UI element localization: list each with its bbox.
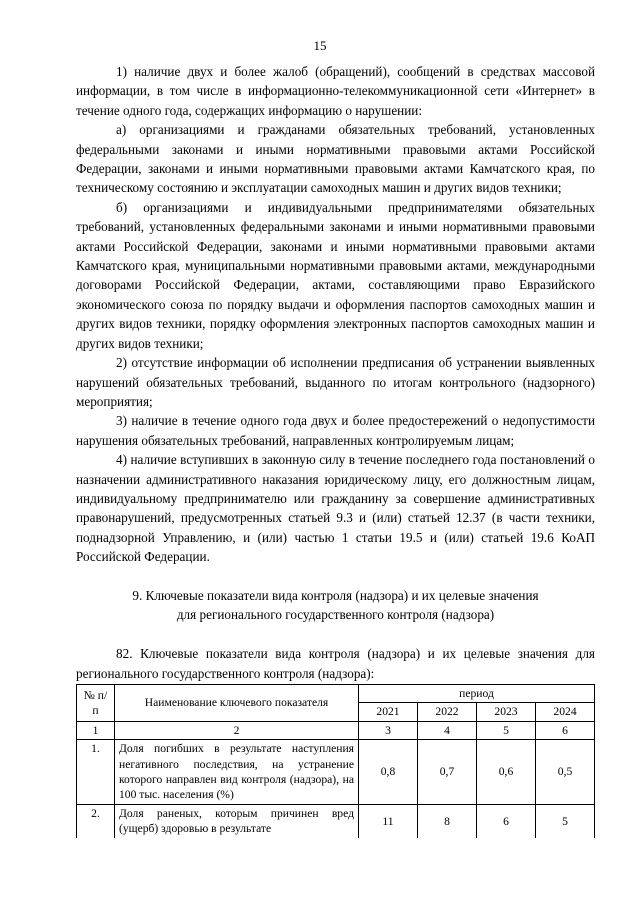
indicators-table-wrap [76, 684, 594, 838]
section-intro: 82. Ключевые показатели вида контроля (надзора) и их целевые значения для регионального государственного контроля (надзора): [76, 646, 595, 681]
header-year: 2024 [536, 703, 595, 721]
column-number: 2 [115, 721, 359, 739]
header-name: Наименование ключевого показателя [115, 685, 359, 722]
page-number: 15 [313, 38, 327, 53]
paragraph-penalties: 4) наличие вступивших в законную силу в течение последнего года постановлений о назначении административного наказания юридическому лицу, его должностным лицам, индивидуальному предпринимателю или гражданину за совершение административных правонарушений, предусмотренных статьей 9.3 и (или) статьей 12.37 (в части техники, поднадзорной Управлению, и (или) частью 1 статьи 19.5 и (или) статьей 19.6 КоАП Российской Федерации. [76, 452, 595, 565]
section-heading-line-1: 9. Ключевые показатели вида контроля (надзора) и их целевые значения [132, 587, 539, 603]
paragraph-item-a: а) организациями и гражданами обязательных требований, установленных федеральными законами и иными нормативными правовыми актами Российской Федерации, законами и иными нормативными правовыми актами Камчатского края, по техническому состоянию и эксплуатации самоходных машин и других видов техники; [76, 122, 595, 196]
indicator-name: Доля погибших в результате наступления негативного последствия, на устранение которого направлен вид контроля (надзора), на 100 тыс. населения (%) [115, 740, 359, 805]
section-heading [76, 586, 595, 625]
column-number: 1 [77, 721, 115, 739]
header-year: 2023 [477, 703, 536, 721]
table-row [77, 740, 595, 805]
column-number: 3 [359, 721, 418, 739]
header-year: 2022 [418, 703, 477, 721]
indicator-value: 5 [536, 804, 595, 837]
section-heading-line-2: для регионального государственного контроля (надзора) [176, 606, 495, 622]
indicator-name: Доля раненых, которым причинен вред (ущерб) здоровью в результате [115, 804, 359, 837]
paragraph-warnings: 3) наличие в течение одного года двух и более предостережений о недопустимости нарушения обязательных требований, направленных контролируемым лицам; [76, 413, 595, 448]
indicator-value: 0,7 [418, 740, 477, 805]
document-body [76, 62, 595, 683]
column-number: 5 [477, 721, 536, 739]
paragraph-prescription: 2) отсутствие информации об исполнении предписания об устранении выявленных нарушений обязательных требований, выданного по итогам контрольного (надзорного) мероприятия; [76, 355, 595, 409]
paragraph-complaints: 1) наличие двух и более жалоб (обращений), сообщений в средствах массовой информации, в том числе в информационно-телекоммуникационной сети «Интернет» в течение одного года, содержащих информацию о нарушении: [76, 64, 595, 118]
header-period: период [359, 685, 595, 703]
row-number: 1. [77, 740, 115, 805]
paragraph-item-b: б) организациями и индивидуальными предпринимателями обязательных требований, установленных федеральными законами и иными нормативными правовыми актами Российской Федерации, законами и иными нормативными правовыми актами Камчатского края, муниципальными нормативными правовыми актами, международными договорами Российской Федерации, актами, составляющими право Евразийского экономического союза по порядку выдачи и оформления паспортов самоходных машин и других видов техники, порядку оформления электронных паспортов самоходных машин и других видов техники; [76, 199, 595, 351]
table-column-numbers-row [77, 721, 595, 739]
column-number: 4 [418, 721, 477, 739]
indicator-value: 6 [477, 804, 536, 837]
column-number: 6 [536, 721, 595, 739]
header-num: № п/п [77, 685, 115, 722]
indicator-value: 11 [359, 804, 418, 837]
indicators-table [76, 684, 595, 838]
indicator-value: 0,6 [477, 740, 536, 805]
row-number: 2. [77, 804, 115, 837]
table-row [77, 804, 595, 837]
indicator-value: 8 [418, 804, 477, 837]
indicator-value: 0,8 [359, 740, 418, 805]
table-header-row [77, 685, 595, 703]
header-year: 2021 [359, 703, 418, 721]
indicator-value: 0,5 [536, 740, 595, 805]
